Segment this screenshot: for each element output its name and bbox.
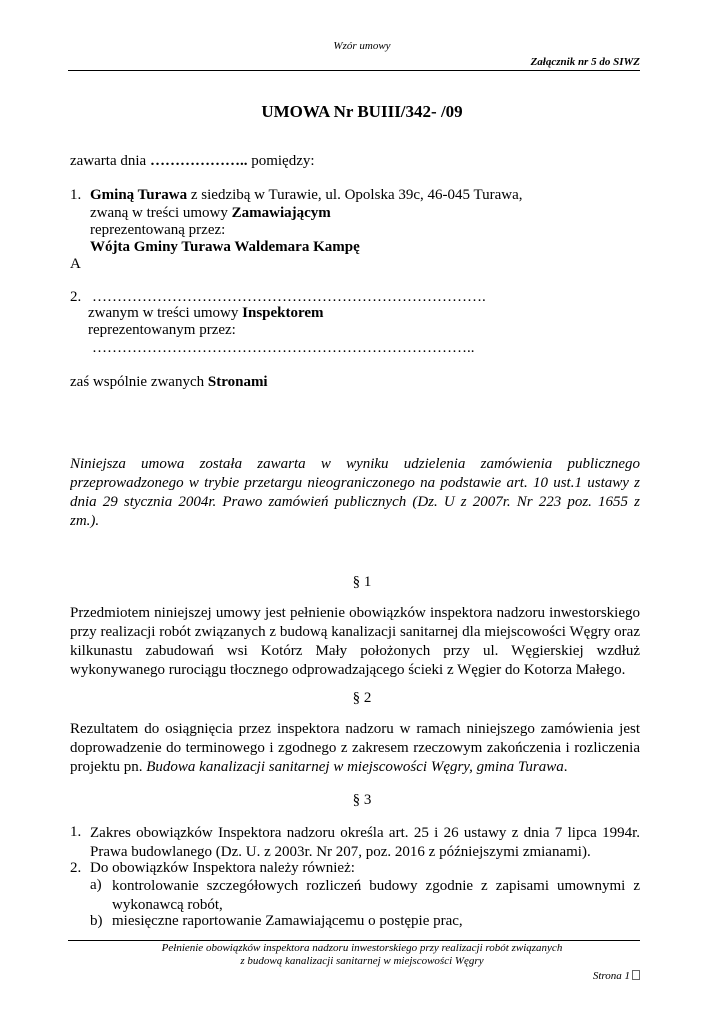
- party1-number: 1.: [70, 187, 82, 203]
- date-placeholder: ………………..: [149, 153, 248, 169]
- missing-glyph-box: [632, 970, 640, 980]
- legal-basis-line: zm.).: [70, 513, 100, 529]
- party2-rep-placeholder: …………………………………………………………………..: [92, 340, 475, 356]
- party2-number: 2.: [70, 289, 82, 305]
- party1-representative: Wójta Gminy Turawa Waldemara Kampę: [90, 239, 360, 255]
- section-1-line: kilkunastu zabudowań wsi Kotórz Mały położonych przy ul. Węgierskiej wzdłuż: [70, 643, 640, 659]
- section-2-line: Rezultatem do osiągnięcia przez inspektora nadzoru w ramach niniejszego zamówienia jest: [70, 721, 640, 737]
- intro-line: [70, 153, 315, 170]
- section-2-line: doprowadzenie do terminowego i zgodnego z zakresem rzeczowym zakończenia i rozliczenia: [70, 740, 640, 756]
- together-prefix: zaś wspólnie zwanych: [70, 374, 208, 390]
- header-rule: [68, 70, 640, 71]
- party2-name-placeholder: …………………………………………………………………….: [92, 289, 486, 305]
- section-3-item-1-line: Prawa budowlanego (Dz. U. z 2003r. Nr 207, poz. 2016 z późniejszymi zmianami).: [90, 844, 591, 860]
- intro-suffix: pomiędzy:: [247, 153, 315, 169]
- section-2-last-suffix: .: [563, 759, 568, 775]
- subitem-a: [112, 877, 640, 915]
- section-3-item-2-number: 2.: [70, 860, 82, 876]
- contract-title: UMOWA Nr BUIII/342- /09: [261, 102, 463, 121]
- template-note: Wzór umowy: [333, 40, 391, 52]
- section-3-item-1-number: 1.: [70, 824, 82, 840]
- section-1-line: przy realizacji robót związanych z budową kanalizacji sanitarnej dla miejscowości Węgry oraz: [70, 624, 640, 640]
- party2-role: Inspektorem: [242, 305, 324, 321]
- party1-address: z siedzibą w Turawie, ul. Opolska 39c, 46-045 Turawa,: [187, 187, 523, 203]
- section-3-item-1: [90, 824, 640, 862]
- section-1-line: Przedmiotem niniejszej umowy jest pełnienie obowiązków inspektora nadzoru inwestorskiego: [70, 605, 640, 621]
- party2-represented: reprezentowanym przez:: [88, 322, 236, 338]
- subitem-b-letter: b): [90, 913, 103, 929]
- section-1-heading: § 1: [352, 574, 372, 590]
- party1-line2: [90, 205, 331, 222]
- party1-called-prefix: zwaną w treści umowy: [90, 205, 232, 221]
- legal-basis-line: dnia 29 stycznia 2004r. Prawo zamówień publicznych (Dz. U z 2007r. Nr 223 poz. 1655 z: [70, 494, 640, 510]
- footer-rule: [68, 940, 640, 941]
- party2-line2: [88, 305, 324, 322]
- section-2-last-line: [70, 758, 640, 777]
- legal-basis-paragraph: [70, 455, 640, 531]
- footer-line-2: z budową kanalizacji sanitarnej w miejscowości Węgry: [240, 955, 484, 967]
- conjunction: A: [70, 256, 81, 272]
- party2-called-prefix: zwanym w treści umowy: [88, 305, 243, 321]
- party1-represented: reprezentowaną przez:: [90, 222, 226, 238]
- legal-basis-line: Niniejsza umowa została zawarta w wyniku udzielenia zamówienia publicznego: [70, 456, 640, 472]
- legal-basis-line: przeprowadzonego w trybie przetargu nieograniczonego na podstawie art. 10 ust.1 ustawy z: [70, 475, 640, 491]
- page-number: [593, 970, 640, 982]
- together-role: Stronami: [207, 374, 268, 390]
- subitem-a-letter: a): [90, 877, 102, 893]
- intro-prefix: zawarta dnia: [70, 153, 150, 169]
- section-2-paragraph: [70, 720, 640, 777]
- subitem-b: miesięczne raportowanie Zamawiającemu o postępie prac,: [112, 913, 463, 929]
- footer-line-1: Pełnienie obowiązków inspektora nadzoru inwestorskiego przy realizacji robót związanych: [161, 942, 563, 954]
- party1-name: Gminą Turawa: [90, 187, 188, 203]
- subitem-a-line: kontrolowanie szczegółowych rozliczeń budowy zgodnie z zapisami umownymi z: [112, 878, 640, 894]
- party1-role: Zamawiającym: [231, 205, 331, 221]
- page-number-text: Strona 1: [592, 970, 630, 982]
- section-3-item-2: Do obowiązków Inspektora należy również:: [90, 860, 355, 876]
- section-2-last-prefix: projektu pn.: [70, 759, 147, 775]
- parties-together: [70, 374, 268, 391]
- subitem-a-line: wykonawcą robót,: [112, 897, 223, 913]
- project-name: Budowa kanalizacji sanitarnej w miejscowości Węgry, gmina Turawa: [146, 759, 564, 775]
- section-1-paragraph: [70, 604, 640, 680]
- section-3-heading: § 3: [352, 792, 372, 808]
- annex-label: Załącznik nr 5 do SIWZ: [530, 56, 640, 68]
- section-2-heading: § 2: [352, 690, 372, 706]
- party1-line1: [90, 187, 523, 204]
- section-3-item-1-line: Zakres obowiązków Inspektora nadzoru określa art. 25 i 26 ustawy z dnia 7 lipca 1994r.: [90, 825, 640, 841]
- section-1-line: wykonywanego rurociągu tłocznego odprowadzającego ścieki z Węgier do Kotorza Małego.: [70, 662, 626, 678]
